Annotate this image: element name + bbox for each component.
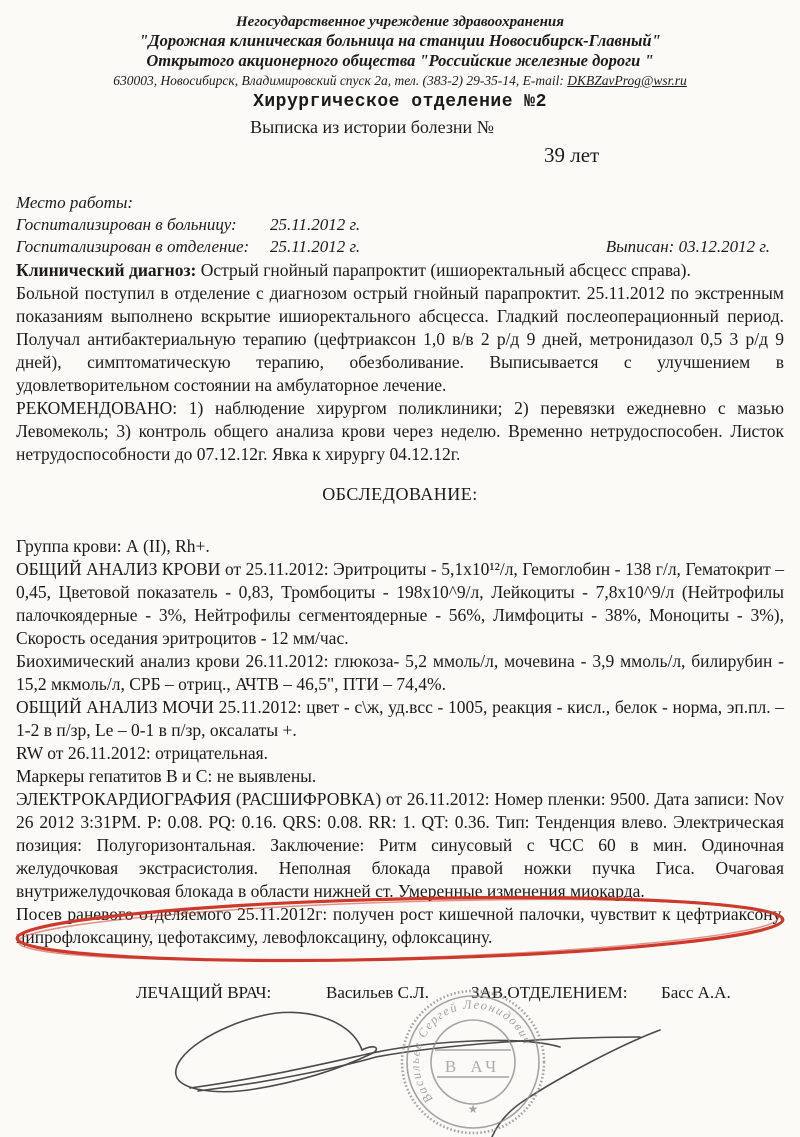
attending-doctor-name: Васильев С.Л. <box>326 982 429 1002</box>
clinical-diagnosis-text: Острый гнойный парапроктит (ишиоректальный абсцесс справа). <box>200 259 691 280</box>
workplace-row <box>16 193 784 212</box>
stamp-center-text: В АЧ <box>444 1057 502 1076</box>
admission-info <box>16 193 784 256</box>
wound-culture-block <box>16 903 784 949</box>
hospital-course: Больной поступил в отделение с диагнозом острый гнойный парапроктит. 25.11.2012 по экстренным показаниям выполнено вскрытие ишиоректального абсцесса. Гладкий послеоперационный период. Получал антибактериальную терапию (цефтриаксон 1,0 в/в 2 р/д 9 дней, метронидазол 0,5 3 р/д 9 дней), симптоматическую терапию, обезболивание. Выписывается с улучшением в удовлетворительном состоянии на амбулаторное лечение. <box>16 282 784 395</box>
head-of-department-name: Басс А.А. <box>661 982 731 1002</box>
stamp-star-icon: ★ <box>467 1102 479 1116</box>
ecg-results: ЭЛЕКТРОКАРДИОГРАФИЯ (РАСШИФРОВКА) от 26.11.2012: Номер пленки: 9500. Дата записи: Nov 26 2012 3:31PM. P: 0.08. PQ: 0.16. QRS: 0.08. RR: 1. QT: 0.36. Тип: Тенденция влево. Электрическая позиция: Полугоризонтальная. Заключение: Ритм синусовый с ЧСС 60 в мин. Одиночная желудочковая экстрасистолия. Неполная блокада правой ножки пучка Гиса. Очаговая внутрижелудочковая блокада в области нижней ст. Умеренные изменения миокарда. <box>16 788 784 901</box>
clinical-diagnosis <box>16 259 784 282</box>
org-name-line2: "Дорожная клиническая больница на станции Новосибирск-Главный" <box>139 31 661 51</box>
org-name-line1: Негосударственное учреждение здравоохранения <box>236 14 564 30</box>
urinalysis-results: ОБЩИЙ АНАЛИЗ МОЧИ 25.11.2012: цвет - с\ж, уд.вcc - 1005, реакция - кисл., белок - норма, эп.пл. – 1-2 в п/зр, Le – 0-1 в п/зр, оксалаты +. <box>16 696 784 740</box>
workplace-label: Место работы: <box>16 192 134 212</box>
admitted-dept-label: Госпитализирован в отделение: <box>16 236 250 256</box>
admitted-dept-date: 25.11.2012 г. <box>270 236 361 256</box>
recommendations: РЕКОМЕНДОВАНО: 1) наблюдение хирургом поликлиники; 2) перевязки ежедневно с мазью Левомеколь; 3) контроль общего анализа крови через неделю. Временно нетрудоспособен. Листок нетрудоспособности до 07.12.12г. Явка к хирургу 04.12.12г. <box>16 397 784 464</box>
admitted-hospital-label: Госпитализирован в больницу: <box>16 214 237 234</box>
examination-heading: ОБСЛЕДОВАНИЕ: <box>322 483 478 504</box>
document-title: Выписка из истории болезни № <box>250 116 494 137</box>
admitted-hospital-row <box>16 215 784 234</box>
hepatitis-markers: Маркеры гепатитов В и С: не выявлены. <box>16 765 317 786</box>
attending-doctor-label: ЛЕЧАЩИЙ ВРАЧ: <box>136 982 272 1002</box>
cbc-results: ОБЩИЙ АНАЛИЗ КРОВИ от 25.11.2012: Эритроциты - 5,1х10¹²/л, Гемоглобин - 138 г/л, Гематокрит – 0,45, Цветовой показатель - 0,83, Тромбоциты - 198х10^9/л, Лейкоциты - 7,8х10^9/л (Нейтрофилы палочкоядерные - 3%, Нейтрофилы сегментоядерные - 56%, Лимфоциты - 38%, Моноциты - 3%), Скорость оседания эритроцитов - 12 мм/час. <box>16 558 784 648</box>
svg-text:Васильев Сергей Леонидович <box>408 997 535 1106</box>
head-of-department-label: ЗАВ.ОТДЕЛЕНИЕМ: <box>471 982 628 1002</box>
blood-group: Группа крови: А (II), Rh+. <box>16 535 210 556</box>
org-contact-line <box>16 73 784 89</box>
clinical-diagnosis-label: Клинический диагноз: <box>16 259 197 280</box>
biochemistry-results: Биохимический анализ крови 26.11.2012: глюкоза- 5,2 ммоль/л, мочевина - 3,9 ммоль/л, билирубин - 15,2 мкмоль/л, СРБ – отриц., АЧТВ – 46,5", ПТИ – 74,4%. <box>16 650 784 694</box>
admitted-dept-row <box>16 237 784 256</box>
letterhead <box>16 13 784 169</box>
patient-age: 39 лет <box>544 142 600 167</box>
discharged-date: Выписан: 03.12.2012 г. <box>605 236 770 256</box>
admitted-hospital-date: 25.11.2012 г. <box>270 214 361 234</box>
org-email: DKBZavProg@wsr.ru <box>567 72 687 88</box>
org-name-line3: Открытого акционерного общества "Российские железные дороги " <box>146 51 654 71</box>
department-title: Хирургическое отделение №2 <box>253 92 547 113</box>
stamp-circular-text: Васильев Сергей Леонидович <box>407 997 535 1106</box>
org-address: 630003, Новосибирск, Владимировский спуск 2а, тел. (383-2) 29-35-14, E-mail: <box>113 72 568 88</box>
wound-culture-results: Посев раневого отделяемого 25.11.2012г: получен рост кишечной палочки, чувствит к цефтриаксону, ципрофлоксацину, цефотаксиму, левофлоксацину, офлоксацину. <box>16 903 784 947</box>
doctor-round-stamp <box>399 988 547 1137</box>
examination-section <box>16 535 784 949</box>
rw-test: RW от 26.11.2012: отрицательная. <box>16 742 269 763</box>
